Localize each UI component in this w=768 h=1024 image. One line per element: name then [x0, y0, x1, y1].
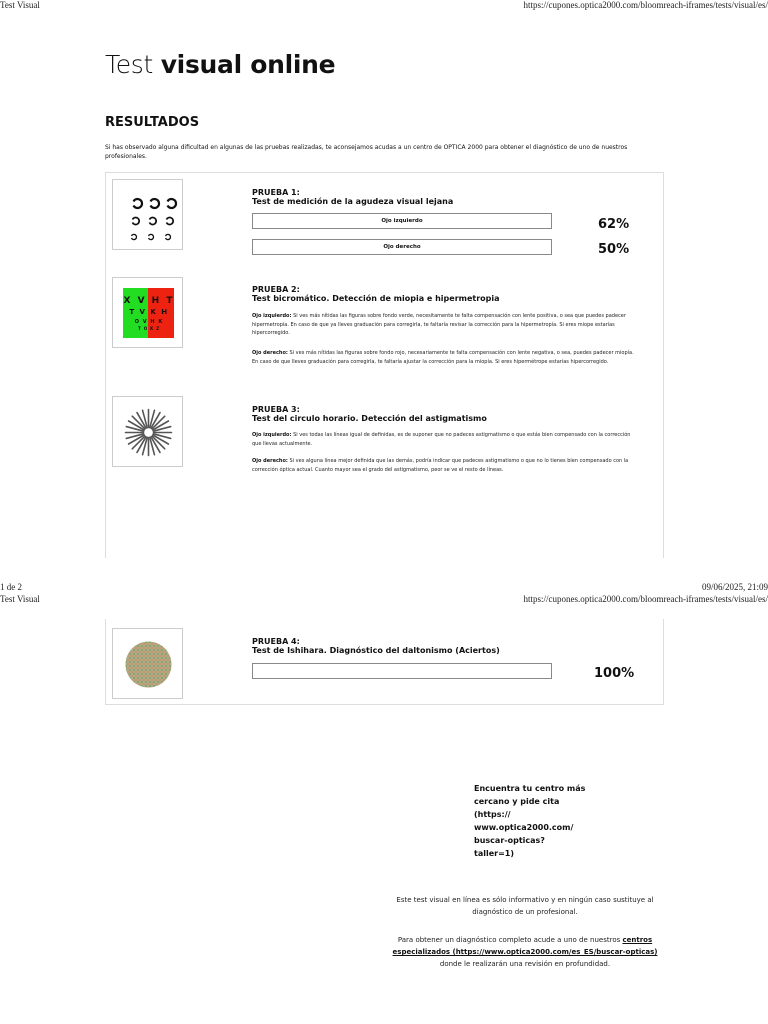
test2-title — [252, 285, 500, 303]
test3-left-eye-desc: Si ves todas las líneas igual de definidas, es de suponer que no padeces astigmatismo o que estás bien compensado con la corrección que llevas actualmente. — [252, 432, 631, 447]
test2-left-eye-desc: Si ves más nítidas las figuras sobre fondo verde, necesitamente te falta compensación con lente positiva, o sea que puedes padecer hipermetropía. En caso de que ya lleves graduación para corregirla, te faltaría revisar la corrección para la hipermetropía. Si eres miope estarías hipercorregido. — [252, 313, 626, 336]
page-header-url[interactable]: https://cupones.optica2000.com/bloomreach-iframes/tests/visual/es/ — [523, 0, 768, 10]
test3-right-eye-text — [252, 457, 640, 474]
cta-line: Encuentra tu centro más — [474, 784, 586, 793]
chart-row-3: O V H K — [134, 319, 164, 325]
landolt-rings-icon — [112, 179, 183, 250]
test1-title — [252, 188, 453, 206]
test3-left-eye-text — [252, 431, 640, 448]
test4-score-bar — [252, 663, 552, 679]
test1-left-eye-bar — [252, 213, 552, 229]
cta-line: cercano y pide cita — [474, 797, 560, 806]
intro-text: Si has observado alguna dificultad en algunas de las pruebas realizadas, te aconsejamos acudas a un centro de OPTICA 2000 para obtener el diagnóstico de uno de nuestros profesionales. — [105, 144, 628, 160]
test2-name: Test bicromático. Detección de miopia e hipermetropia — [252, 294, 500, 303]
cta-line: www.optica2000.com/ — [474, 823, 574, 832]
find-center-link[interactable] — [474, 782, 604, 860]
ishihara-plate-icon — [112, 628, 183, 699]
test2-right-eye-desc: Si ves más nítidas las figuras sobre fondo rojo, necesariamente te falta compensación con lente negativa, o sea, puedes padecer miopía. En caso de que lleves graduación para corregirla, te faltaría ajustar la corrección para la miopía. Si eres hipermétrope estarías hipercorregido. — [252, 350, 634, 365]
test4-label: PRUEBA 4: — [252, 637, 300, 646]
cta-line: taller=1) — [474, 849, 515, 858]
chart-row-2: T V K H — [129, 308, 169, 316]
test1-left-eye-pct: 62% — [598, 217, 630, 232]
page-title-light: Test — [105, 50, 154, 79]
test2-label: PRUEBA 2: — [252, 285, 300, 294]
test1-right-eye-pct: 50% — [598, 242, 630, 257]
test3-left-eye-title: Ojo izquierdo: — [252, 432, 292, 438]
disclaimer-post: donde le realizarán una revisión en profundidad. — [439, 960, 611, 968]
test4-pct: 100% — [594, 666, 635, 681]
cta-line: (https:// — [474, 810, 511, 819]
page2-header-title: Test Visual — [0, 594, 40, 604]
test2-right-eye-title: Ojo derecho: — [252, 350, 288, 356]
cta-line: buscar-opticas? — [474, 836, 545, 845]
results-card — [105, 172, 664, 558]
results-card-continued — [105, 619, 664, 705]
page-footer-datetime: 09/06/2025, 21:09 — [701, 582, 768, 592]
results-heading: RESULTADOS — [105, 115, 200, 130]
disclaimer-pre: Para obtener un diagnóstico completo acude a uno de nuestros — [397, 936, 621, 944]
test1-right-eye-bar — [252, 239, 552, 255]
test4-title — [252, 637, 500, 655]
test1-left-eye-label: Ojo izquierdo — [381, 218, 423, 224]
disclaimer-info: Este test visual en línea es sólo informativo y en ningún caso sustituye al diagnóstico de un profesional. — [396, 896, 654, 916]
chart-row-1: X V H T — [123, 296, 175, 306]
page-title-bold: visual online — [160, 50, 336, 79]
test2-left-eye-text — [252, 312, 640, 338]
test3-title — [252, 405, 487, 423]
page-footer-page-number: 1 de 2 — [0, 582, 22, 592]
test2-right-eye-text — [252, 349, 640, 366]
page-header-title: Test Visual — [0, 0, 40, 10]
bichromatic-chart-icon — [112, 277, 183, 348]
test1-label: PRUEBA 1: — [252, 188, 300, 197]
test4-name: Test de Ishihara. Diagnóstico del daltonismo (Aciertos) — [252, 646, 500, 655]
specialized-centers-link[interactable]: centros especializados (https://www.optica2000.com/es_ES/buscar-opticas) — [392, 936, 658, 956]
page-title — [105, 50, 335, 79]
test1-name: Test de medición de la agudeza visual lejana — [252, 197, 454, 206]
test3-name: Test del circulo horario. Detección del astigmatismo — [252, 414, 487, 423]
clock-dial-icon — [112, 396, 183, 467]
disclaimer-diagnosis — [385, 934, 665, 970]
chart-row-4: T O K Z — [138, 326, 160, 331]
test2-left-eye-title: Ojo izquierdo: — [252, 313, 292, 319]
test3-right-eye-title: Ojo derecho: — [252, 458, 288, 464]
test3-right-eye-desc: Si ves alguna línea mejor definida que las demás, podría indicar que padeces astigmatismo o que no lo tienes bien compensado con la corrección óptica actual. Cuanto mayor sea el grado del astigmatismo, peor se ve el resto de líneas. — [252, 458, 629, 473]
test3-label: PRUEBA 3: — [252, 405, 300, 414]
test1-right-eye-label: Ojo derecho — [383, 244, 421, 250]
page2-header-url[interactable]: https://cupones.optica2000.com/bloomreach-iframes/tests/visual/es/ — [523, 594, 768, 604]
